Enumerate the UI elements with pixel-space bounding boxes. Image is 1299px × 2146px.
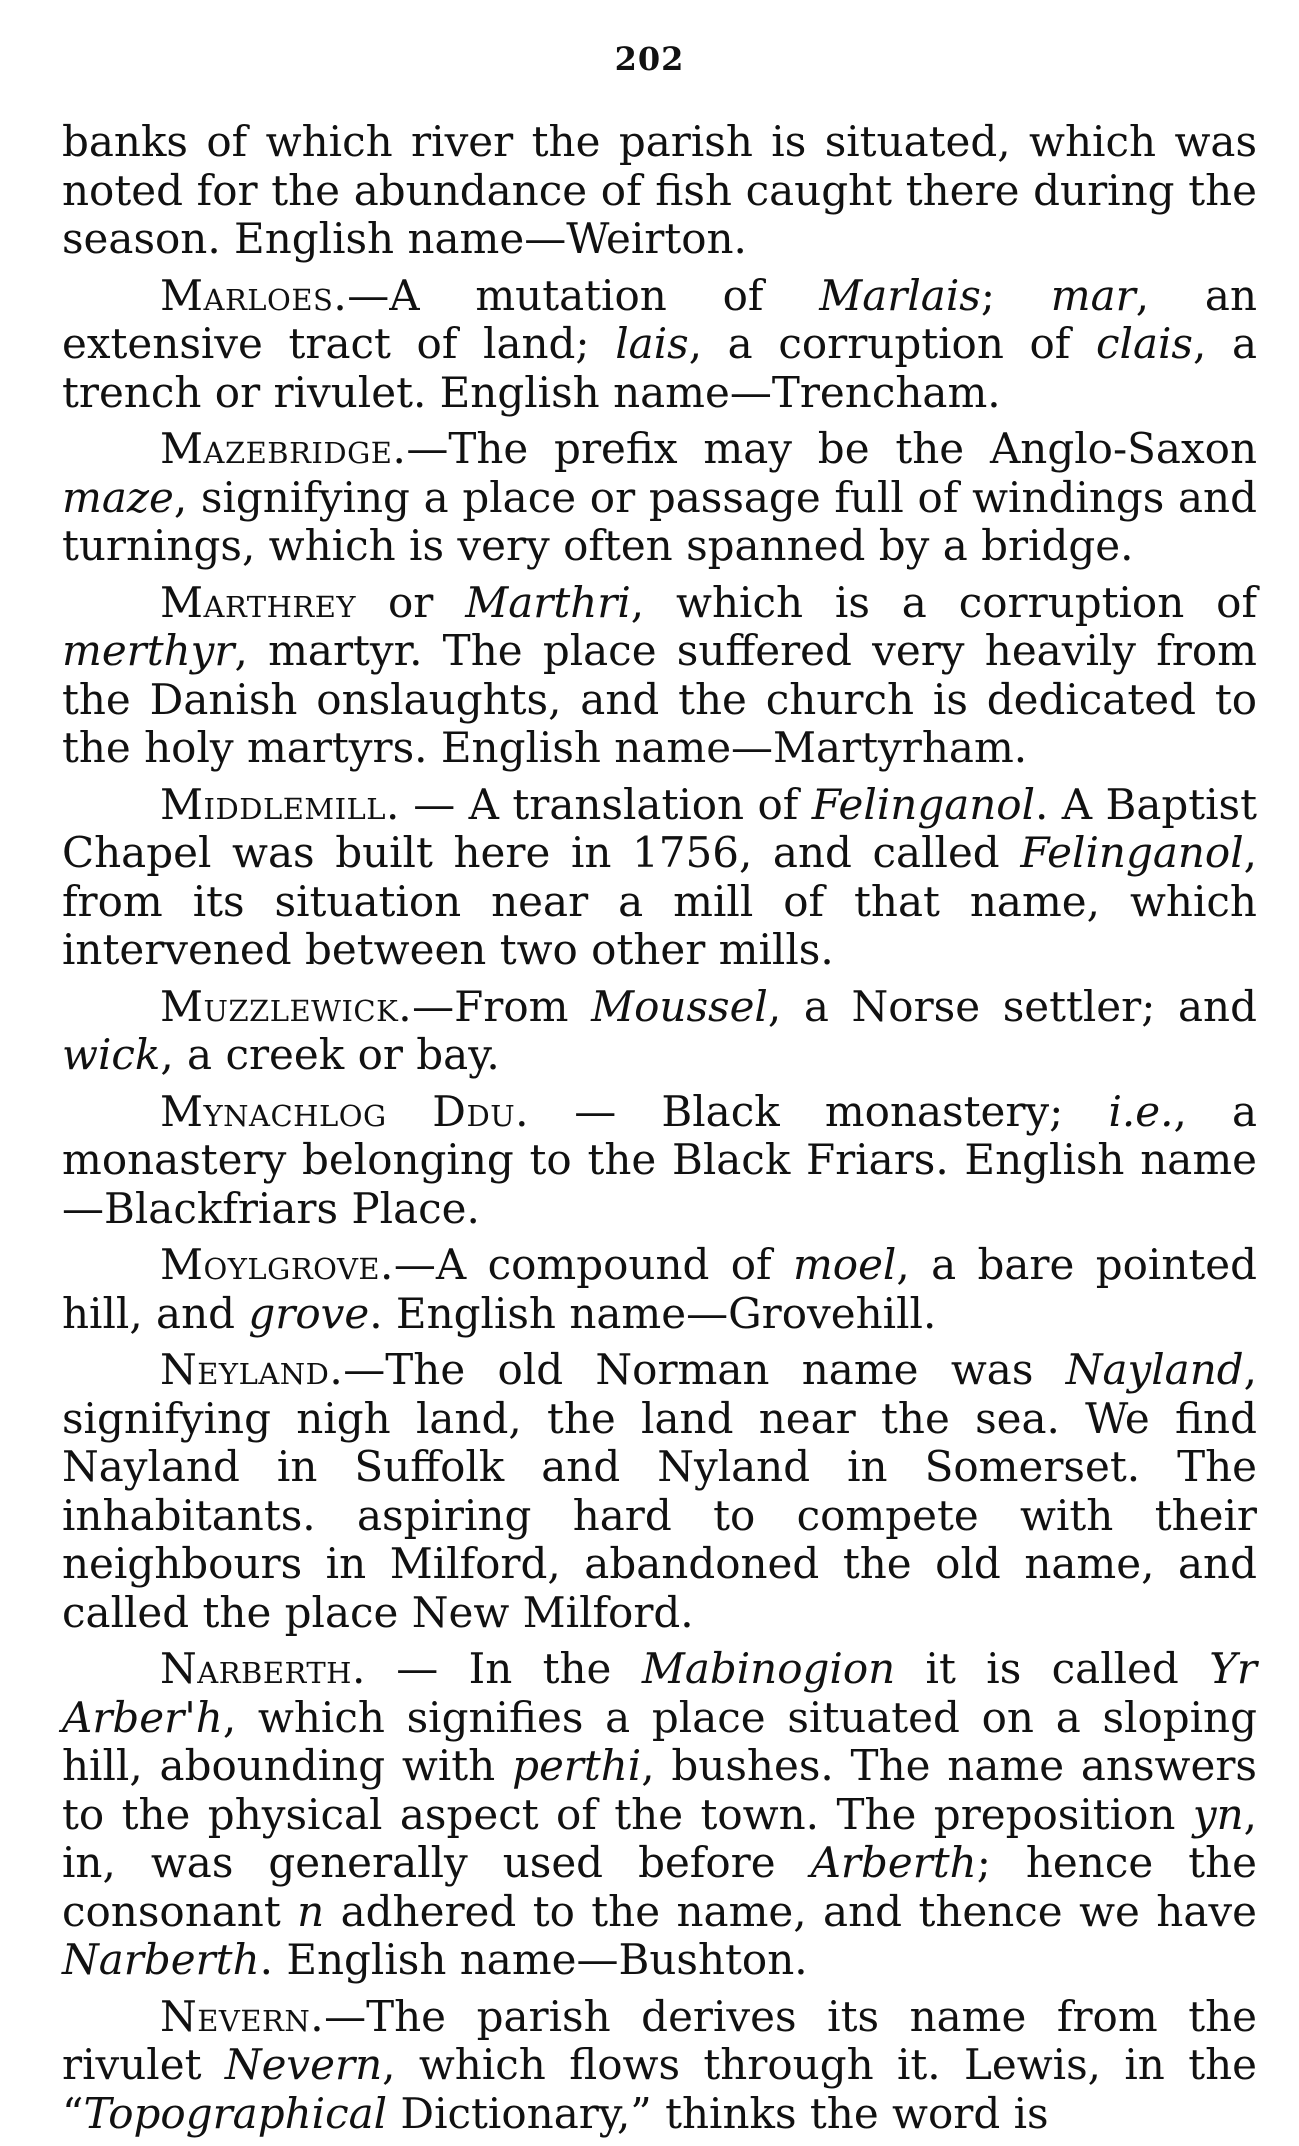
text-run: , bushes. The name answers to the physical aspect of the town. The preposition — [62, 1741, 1257, 1839]
text-run: it is called — [895, 1644, 1210, 1693]
continuation-paragraph — [62, 118, 1257, 264]
italic-term: Arberth — [810, 1838, 977, 1887]
text-block — [62, 118, 1257, 2146]
italic-term: merthyr — [62, 626, 235, 675]
text-run: , an extensive tract of land; — [62, 270, 1257, 368]
text-run: , a bare pointed hill, and — [62, 1240, 1257, 1338]
entry-headword: Neyland. — [160, 1345, 344, 1394]
entry-headword: Mynachlog Ddu. — [160, 1086, 530, 1136]
italic-term: wick — [62, 1030, 161, 1079]
italic-term: clais — [1095, 319, 1193, 368]
text-run: , a Norse settler; and — [767, 981, 1257, 1031]
entry-headword: Nevern. — [160, 1991, 325, 2041]
text-run: , from its situation near a mill of that name, which intervened between two other mills. — [62, 828, 1257, 974]
entry-paragraph — [62, 272, 1257, 418]
entry-headword: Muzzlewick. — [160, 981, 413, 1031]
entry-headword: Narberth. — [160, 1644, 366, 1693]
entry-paragraph — [62, 1645, 1257, 1985]
text-run: — A translation of — [399, 779, 812, 829]
italic-term: Narberth — [62, 1935, 260, 1984]
italic-term: moel — [792, 1240, 897, 1289]
italic-term: yn — [1192, 1789, 1244, 1839]
italic-term: Felinganol — [1020, 828, 1244, 877]
text-run: —The parish derives its name from the rivulet — [62, 1991, 1257, 2089]
italic-term: Mabinogion — [641, 1644, 896, 1693]
text-run: , in, was generally used before — [62, 1789, 1257, 1887]
italic-term: Felinganol — [811, 779, 1036, 829]
entry-headword: Middlemill. — [160, 779, 400, 829]
entry-paragraph — [62, 1346, 1257, 1637]
entry-paragraph — [62, 1088, 1257, 1234]
italic-term: Moussel — [591, 981, 768, 1031]
text-run: , a trench or rivulet. English name—Trencham. — [62, 319, 1257, 417]
italic-term: n — [297, 1886, 325, 1936]
entry-paragraph — [62, 1993, 1257, 2139]
entry-paragraph — [62, 983, 1257, 1080]
italic-term: mar — [1050, 270, 1136, 320]
text-run: . English name—Grovehill. — [369, 1288, 937, 1338]
italic-term: Topographical — [83, 2088, 388, 2138]
italic-term: grove — [248, 1288, 370, 1338]
text-run: —The prefix may be the Anglo-Saxon — [406, 424, 1257, 473]
text-run: — Black monastery; — [529, 1086, 1109, 1136]
text-run: Dictionary,” thinks the word is — [387, 2088, 1049, 2138]
entry-paragraph — [62, 579, 1257, 773]
entry-headword: Marthrey — [160, 577, 357, 627]
page-number: 202 — [614, 40, 685, 78]
text-run: . English name—Bushton. — [259, 1935, 808, 1984]
text-run: , signifying nigh land, the land near the sea. We find Nayland in Suffolk and Nyland in Somerset. The inhabitants. aspiring hard to compete with their neighbours in Milford, abandoned the old name, and called the place New Milford. — [62, 1345, 1257, 1637]
entry-paragraph — [62, 1241, 1257, 1338]
text-run: , a creek or bay. — [160, 1030, 500, 1079]
text-run: . A Baptist Chapel was built here in 1756, and called — [62, 779, 1257, 877]
entry-paragraph — [62, 425, 1257, 571]
italic-term: lais — [615, 319, 689, 368]
text-run: or — [356, 577, 466, 627]
text-run: ; — [980, 270, 1051, 320]
text-run: —The old Norman name was — [343, 1345, 1066, 1394]
text-run: , a monastery belonging to the Black Friars. English name—Blackfriars Place. — [62, 1086, 1257, 1233]
text-run: —A mutation of — [347, 270, 820, 320]
text-run: , signifying a place or passage full of windings and turnings, which is very often spanned by a bridge. — [62, 472, 1257, 570]
text-run: , martyr. The place suffered very heavily from the Danish onslaughts, and the church is dedicated to the holy martyrs. English name—Martyrham. — [62, 626, 1257, 772]
text-run: banks of which river the parish is situated, which was noted for the abundance of fish caught there during the season. English name—Weirton. — [62, 117, 1257, 263]
text-run: , a corruption of — [688, 319, 1096, 368]
italic-term: maze — [62, 472, 174, 522]
text-run: , which is a corruption of — [630, 577, 1257, 627]
italic-term: Yr Arber'h — [62, 1644, 1258, 1742]
entry-headword: Moylgrove. — [160, 1240, 394, 1289]
text-run: —From — [412, 981, 592, 1031]
italic-term: Marlais — [819, 270, 981, 320]
italic-term: Marthri — [465, 577, 631, 627]
text-run: , which flows through it. Lewis, in the “ — [62, 2040, 1257, 2138]
italic-term: i.e. — [1108, 1086, 1174, 1136]
text-run: —A compound of — [393, 1240, 793, 1289]
italic-term: Nayland — [1065, 1345, 1244, 1394]
entry-paragraph — [62, 781, 1257, 975]
text-run: ; hence the consonant — [62, 1838, 1257, 1936]
text-run: adhered to the name, and thence we have — [324, 1886, 1257, 1936]
italic-term: perthi — [512, 1741, 642, 1790]
text-run: — In the — [365, 1644, 642, 1693]
entry-headword: Mazebridge. — [160, 424, 407, 473]
italic-term: Nevern — [224, 2040, 383, 2089]
text-run: , which signifies a place situated on a sloping hill, abounding with — [62, 1692, 1257, 1790]
entry-headword: Marloes. — [160, 270, 348, 320]
